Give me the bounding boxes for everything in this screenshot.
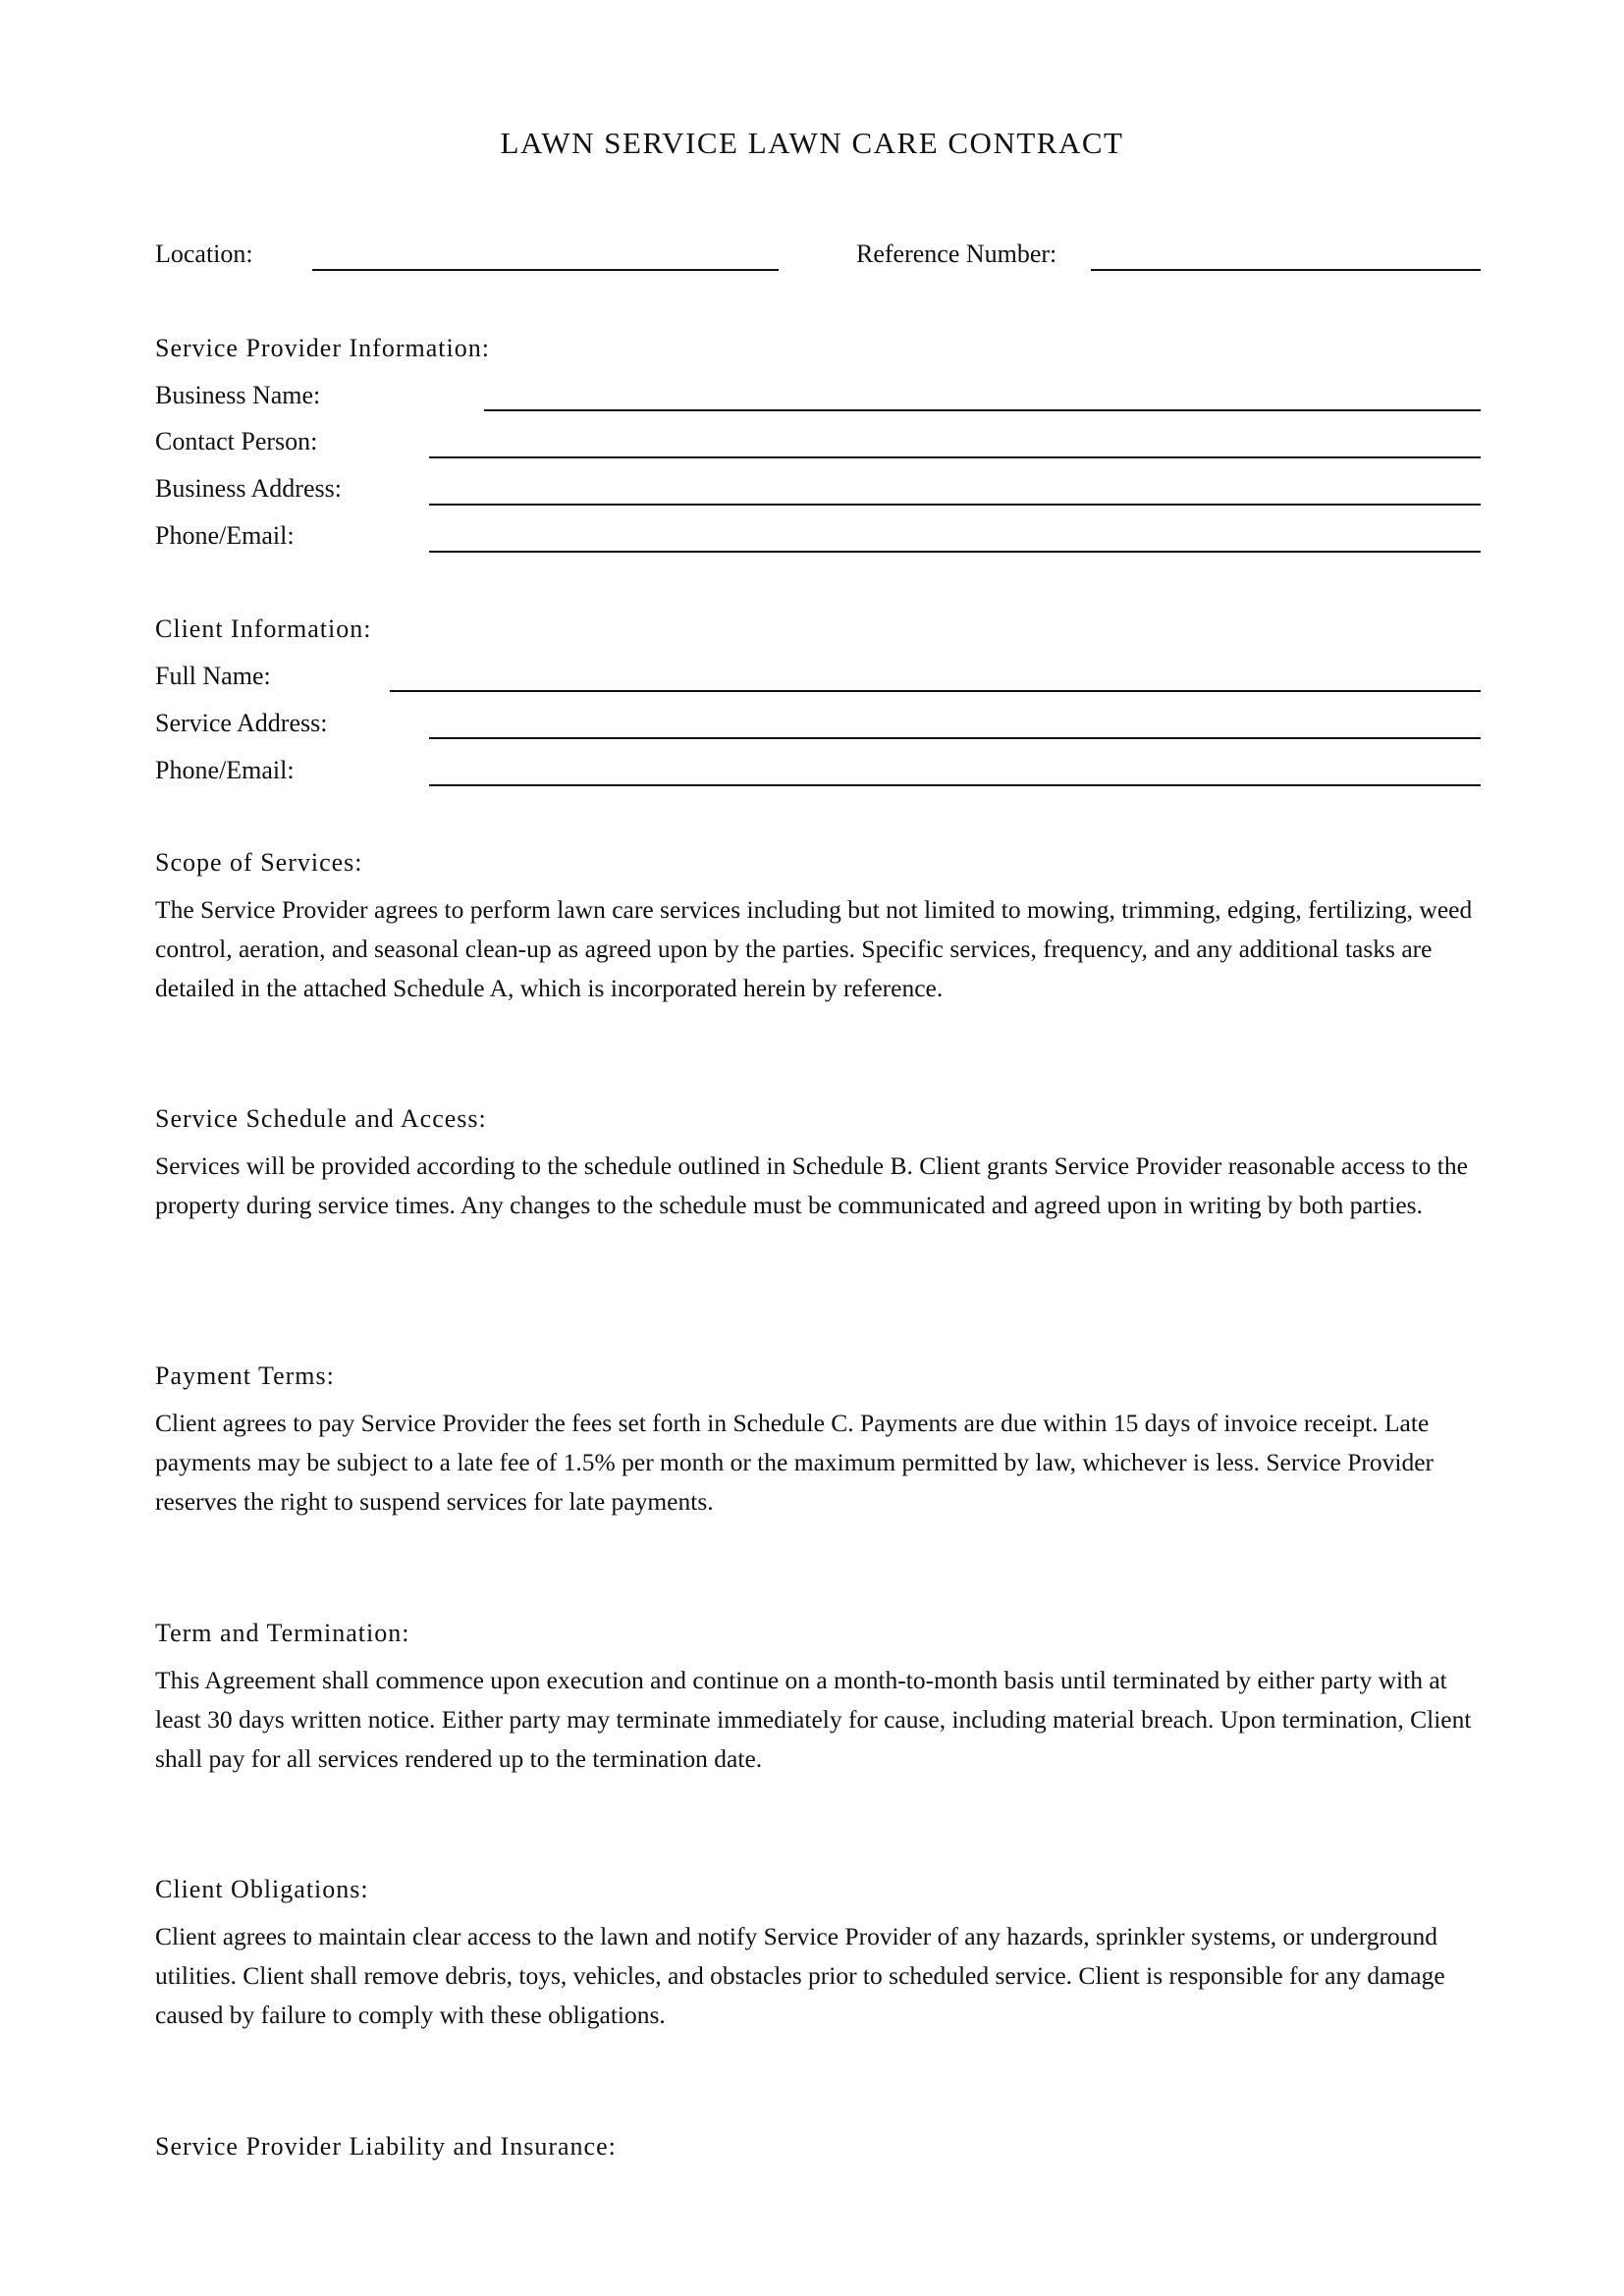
service-schedule-heading: Service Schedule and Access: bbox=[155, 1104, 487, 1133]
business-name-field-line[interactable] bbox=[484, 409, 1481, 411]
contact-person-field-line[interactable] bbox=[429, 456, 1481, 458]
client-obligations-text: Client agrees to maintain clear access to the lawn and notify Service Provider of any hazards, sprinkler systems, or underground utilities. Client shall remove debris, toys, vehicles, and obstacles prior to scheduled service. Client is responsible for any damage caused by failure to comply with these obligations. bbox=[155, 1922, 1445, 2029]
provider-phone-email-field-line[interactable] bbox=[429, 551, 1481, 553]
client-info-heading: Client Information: bbox=[155, 614, 372, 643]
payment-terms-text: Client agrees to pay Service Provider the fees set forth in Schedule C. Payments are due within 15 days of invoice receipt. Late payments may be subject to a late fee of 1.5% per month or the maximum permitted by law, whichever is less. Service Provider reserves the right to suspend services for late payments. bbox=[155, 1409, 1435, 1516]
document-title: LAWN SERVICE LAWN CARE CONTRACT bbox=[500, 126, 1124, 160]
scope-of-services-heading: Scope of Services: bbox=[155, 848, 363, 877]
scope-of-services-text: The Service Provider agrees to perform lawn care services including but not limited to mowing, trimming, edging, fertilizing, weed control, aeration, and seasonal clean-up as agreed upon by the parties. Specific services, frequency, and any additional tasks are detailed in the attached Schedule A, which is incorporated herein by reference. bbox=[155, 895, 1473, 1002]
payment-terms-heading: Payment Terms: bbox=[155, 1362, 335, 1390]
liability-insurance-heading: Service Provider Liability and Insurance: bbox=[155, 2132, 617, 2161]
term-termination-heading: Term and Termination: bbox=[155, 1619, 410, 1647]
location-field-line[interactable] bbox=[312, 269, 779, 271]
client-full-name-label: Full Name: bbox=[155, 662, 271, 690]
business-address-label: Business Address: bbox=[155, 474, 342, 503]
client-full-name-field-line[interactable] bbox=[390, 690, 1481, 692]
service-address-field-line[interactable] bbox=[429, 737, 1481, 739]
provider-info-heading: Service Provider Information: bbox=[155, 334, 490, 362]
client-phone-email-label: Phone/Email: bbox=[155, 756, 295, 784]
business-address-field-line[interactable] bbox=[429, 504, 1481, 506]
service-address-label: Service Address: bbox=[155, 709, 328, 737]
reference-number-label: Reference Number: bbox=[856, 240, 1057, 268]
client-obligations-heading: Client Obligations: bbox=[155, 1875, 369, 1903]
location-label: Location: bbox=[155, 240, 253, 268]
term-termination-text: This Agreement shall commence upon execution and continue on a month-to-month basis until terminated by either party with at least 30 days written notice. Either party may terminate immediately for cause, including material breach. Upon termination, Client shall pay for all services rendered up to the termination date. bbox=[155, 1666, 1472, 1773]
contact-person-label: Contact Person: bbox=[155, 427, 318, 455]
service-schedule-text: Services will be provided according to the schedule outlined in Schedule B. Client grants Service Provider reasonable access to the property during service times. Any changes to the schedule must be communicated and agreed upon in writing by both parties. bbox=[155, 1151, 1468, 1219]
reference-number-field-line[interactable] bbox=[1091, 269, 1481, 271]
provider-phone-email-label: Phone/Email: bbox=[155, 521, 295, 550]
client-phone-email-field-line[interactable] bbox=[429, 784, 1481, 786]
business-name-label: Business Name: bbox=[155, 381, 321, 409]
